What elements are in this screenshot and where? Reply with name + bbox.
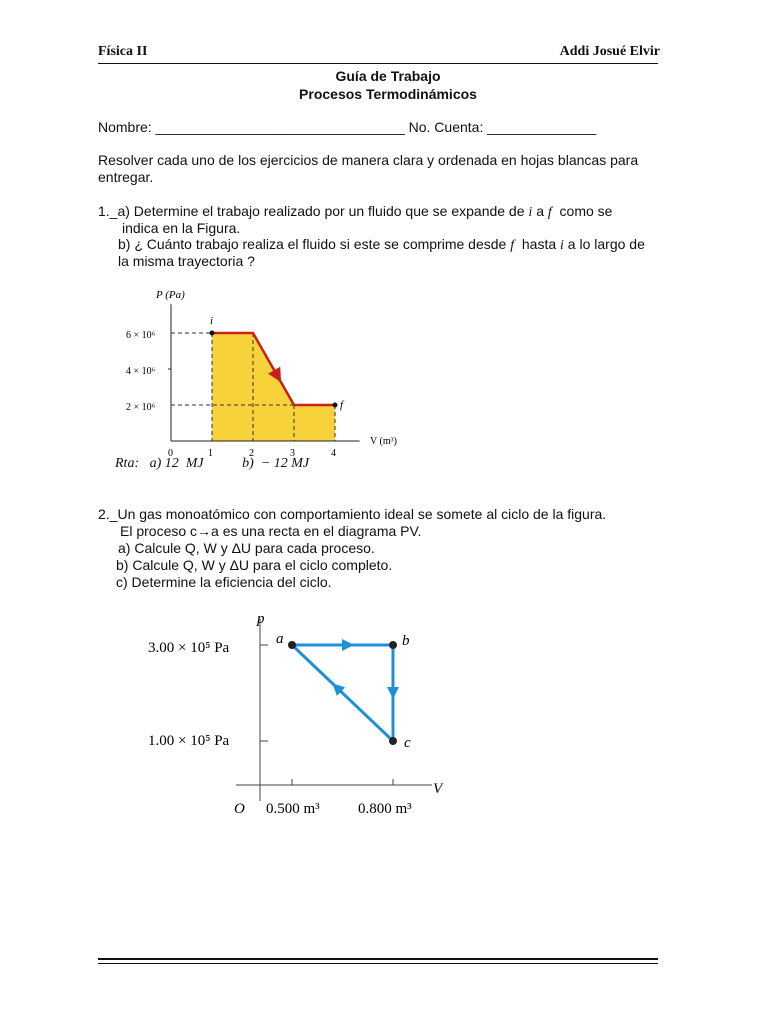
problem2-line2: El proceso c→a es una recta en el diagrama PV. — [120, 523, 422, 539]
problem1-number: 1._ — [98, 203, 118, 219]
shaded-work-area — [212, 333, 335, 441]
problem2-part-b: b) Calcule Q, W y ΔU para el ciclo completo. — [116, 557, 393, 573]
account-blank: ______________ — [487, 119, 597, 135]
account-label: No. Cuenta: — [408, 119, 484, 135]
page-subtitle: Procesos Termodinámicos — [299, 86, 477, 102]
answer-b: b) − 12 MJ — [242, 456, 310, 471]
footer-rule-bottom — [98, 963, 658, 964]
x-tick-1: 1 — [208, 448, 213, 459]
name-field-line — [98, 119, 596, 136]
axis-ticks — [260, 645, 393, 785]
answer-label: Rta: — [115, 456, 140, 471]
problem2-line1: 2._Un gas monoatómico con comportamiento ideal se somete al ciclo de la figura. — [98, 506, 607, 522]
point-f — [333, 403, 338, 408]
point-a — [288, 641, 296, 649]
page-title: Guía de Trabajo — [335, 68, 441, 84]
instructions-line-1: Resolver cada uno de los ejercicios de manera clara y ordenada en hojas blancas para — [98, 152, 639, 168]
point-c — [389, 737, 397, 745]
x-tick-0800: 0.800 m³ — [358, 801, 412, 817]
problem1-part-b-line2: la misma trayectoria ? — [118, 253, 255, 269]
arrow-c-to-a — [337, 687, 349, 698]
point-label-b: b — [402, 633, 410, 649]
point-b — [389, 641, 397, 649]
x-tick-3: 3 — [290, 448, 295, 459]
point-i — [210, 331, 215, 336]
answer-a: a) 12 MJ — [149, 456, 204, 471]
point-label-a: a — [276, 631, 284, 647]
point-label-i: i — [210, 315, 214, 327]
y-tick-3e5: 3.00 × 10⁵ Pa — [148, 640, 230, 656]
x-tick-0: 0 — [168, 448, 173, 459]
x-axis-label: V (m³) — [370, 436, 397, 447]
figure-1-chart — [110, 280, 430, 480]
problem1-part-a-line2: indica en la Figura. — [122, 220, 241, 236]
y-axis-label: P (Pa) — [156, 289, 185, 301]
point-label-f: f — [340, 399, 344, 411]
name-blank: ________________________________ — [155, 119, 405, 135]
header-author: Addi Josué Elvir — [559, 44, 660, 59]
header-course: Física II — [98, 44, 148, 59]
instructions-line-2: entregar. — [98, 169, 154, 185]
name-label: Nombre: — [98, 119, 152, 135]
footer-rule-top — [98, 958, 658, 960]
problem1-part-a-line1: 1._a) Determine el trabajo realizado por un fluido que se expande de i a f como se — [98, 203, 613, 220]
y-tick-4e6: 4 × 10⁶ — [126, 366, 156, 377]
x-tick-4: 4 — [331, 448, 336, 459]
x-tick-2: 2 — [249, 448, 254, 459]
origin-label: O — [234, 801, 245, 817]
problem1-part-b-line1: b) ¿ Cuánto trabajo realiza el fluido si este se comprime desde f hasta i a lo largo de — [118, 236, 645, 253]
y-tick-6e6: 6 × 10⁶ — [126, 330, 156, 341]
problem2-part-a: a) Calcule Q, W y ΔU para cada proceso. — [118, 540, 375, 556]
y-tick-2e6: 2 × 10⁶ — [126, 402, 156, 413]
y-tick-1e5: 1.00 × 10⁵ Pa — [148, 733, 230, 749]
figure-2-chart — [140, 605, 470, 825]
y-axis-label: p — [257, 611, 265, 627]
point-label-c: c — [404, 735, 411, 751]
problem2-part-c: c) Determine la eficiencia del ciclo. — [116, 574, 332, 590]
header-rule — [98, 63, 658, 64]
x-axis-label: V — [433, 781, 443, 797]
x-tick-0500: 0.500 m³ — [266, 801, 320, 817]
problem1-answer — [115, 456, 309, 472]
